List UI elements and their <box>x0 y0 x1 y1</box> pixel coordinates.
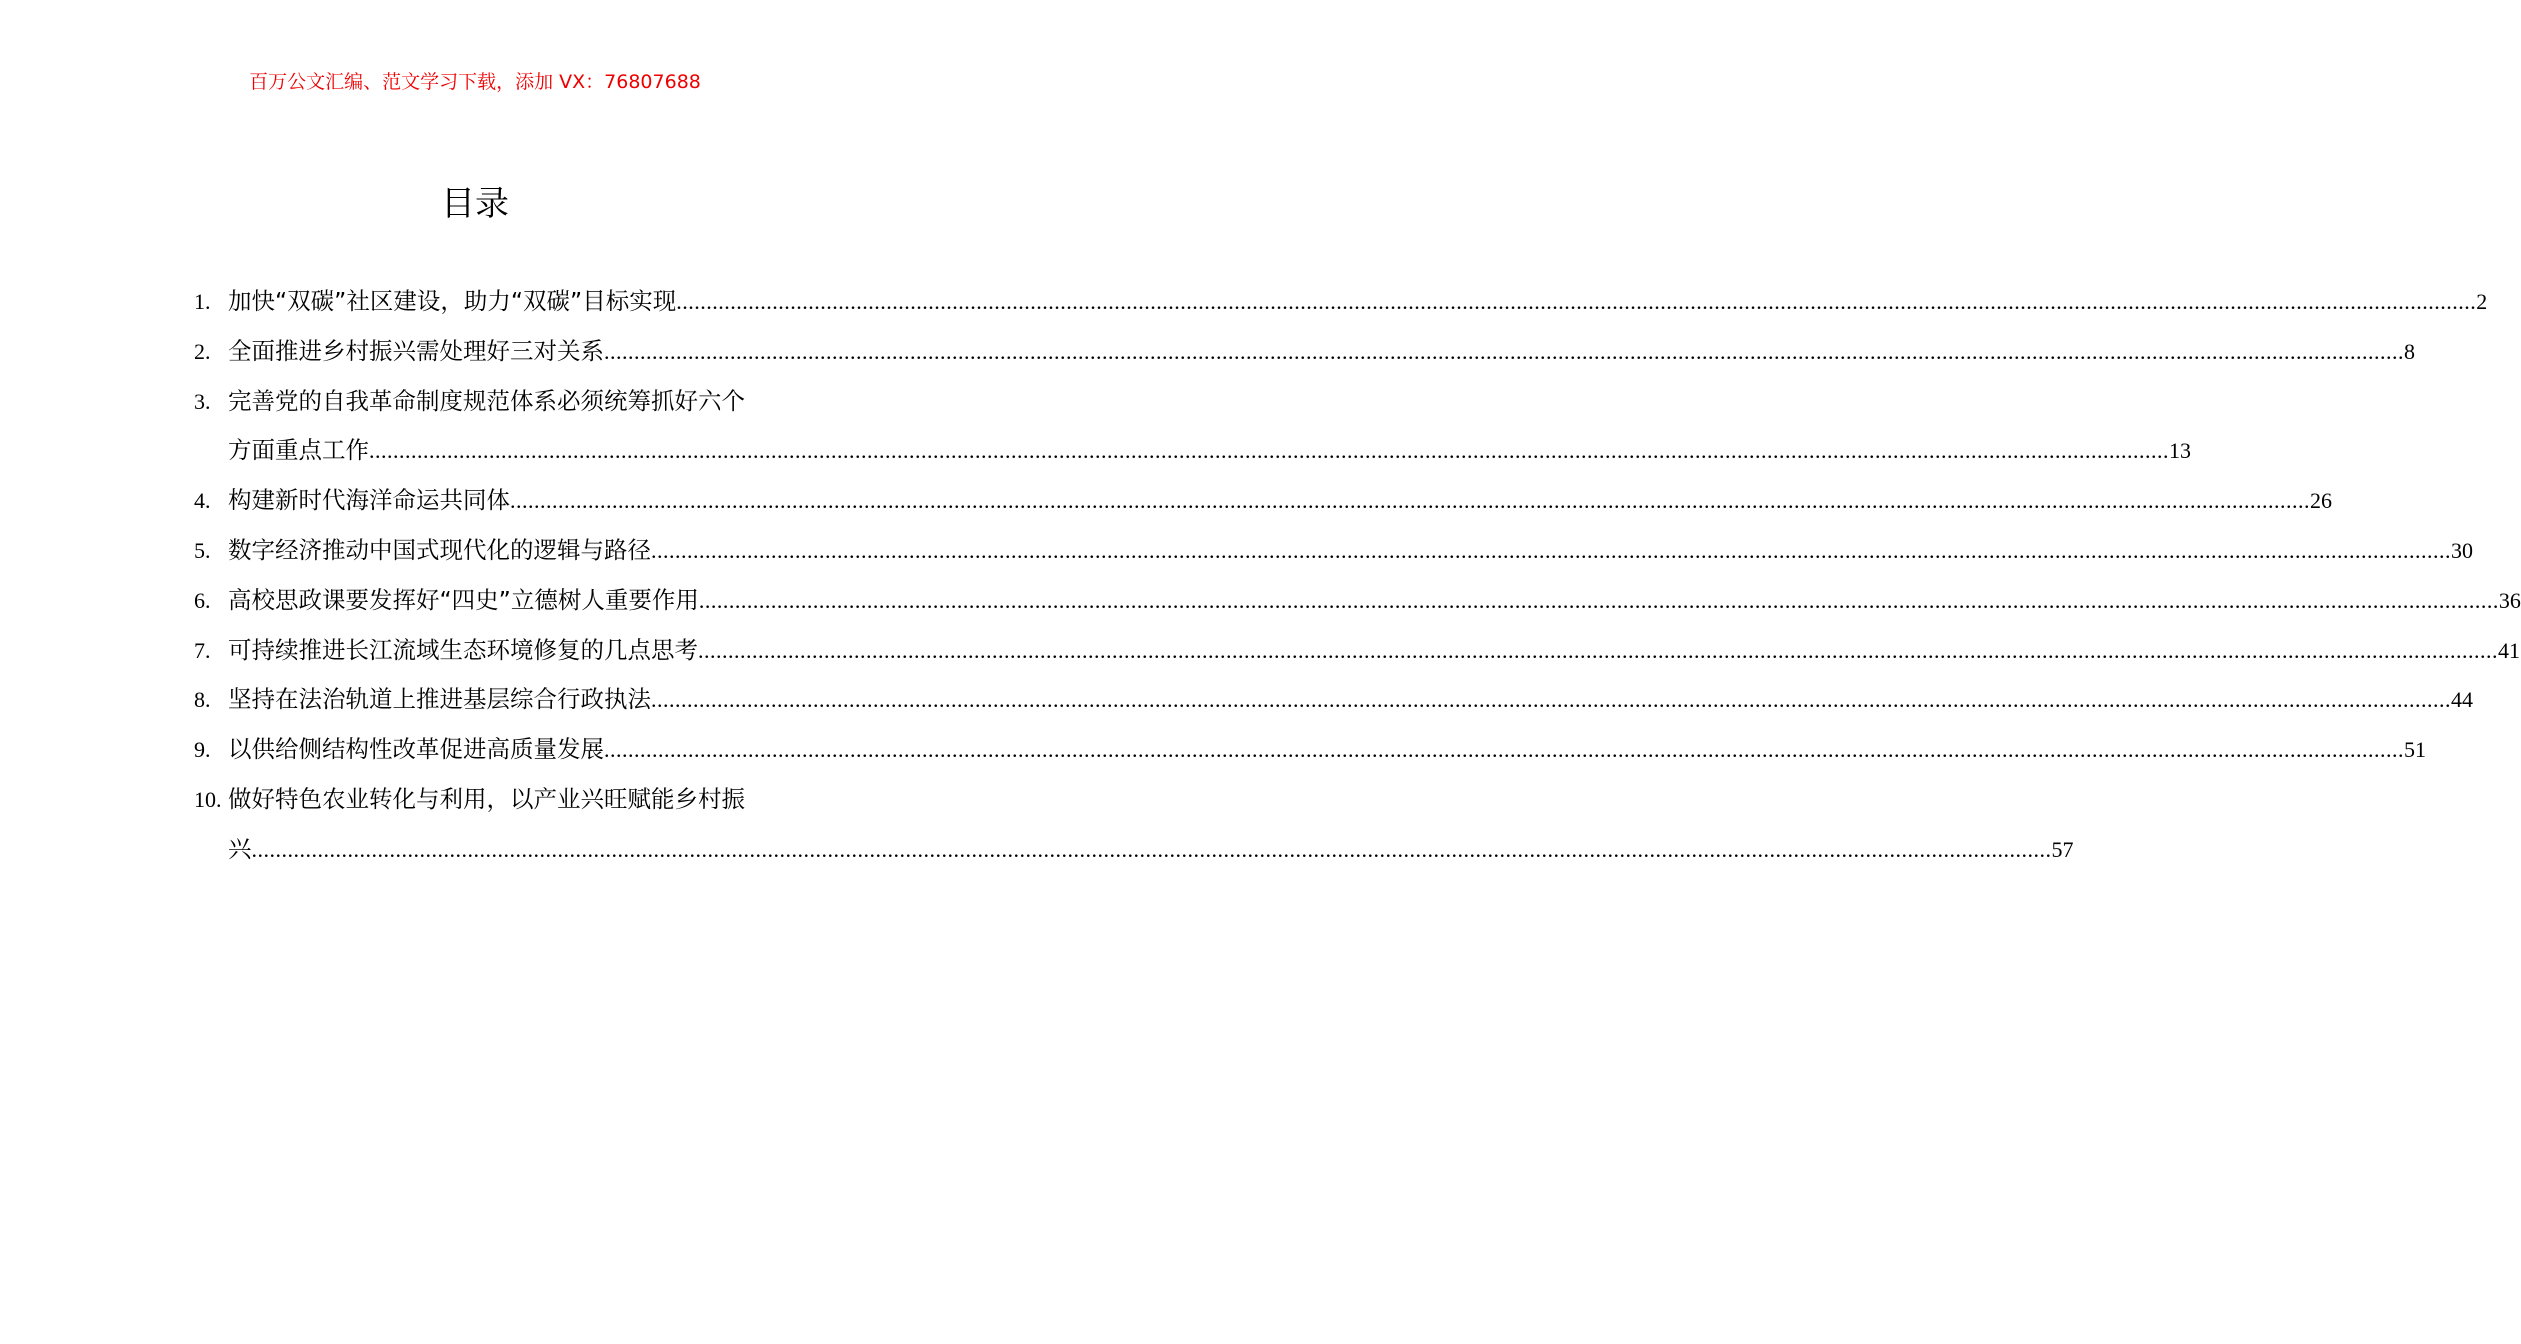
toc-dot-leader: ............................................................................................................................................................................................................................................................................................................ <box>651 537 2451 563</box>
toc-page-number: 26 <box>2310 488 2332 514</box>
toc-dot-leader: ............................................................................................................................................................................................................................................................................................................ <box>510 488 2310 514</box>
toc-entry-number: 3. <box>194 388 211 414</box>
toc-page-number: 57 <box>2051 836 2074 862</box>
toc-page-number: 8 <box>2404 338 2415 364</box>
toc-entry[interactable] <box>194 526 2473 576</box>
toc-page-number: 44 <box>2451 687 2473 713</box>
toc-entry-title: 方面重点工作 <box>228 436 369 465</box>
toc-entry-number: 5. <box>194 537 211 563</box>
toc-dot-leader: ............................................................................................................................................................................................................................................................................................................ <box>676 289 2477 314</box>
toc-entry[interactable] <box>194 277 2488 327</box>
toc-entry-title: 全面推进乡村振兴需处理好三对关系 <box>228 336 604 365</box>
toc-entry-number: 10. <box>194 786 222 812</box>
toc-entry[interactable] <box>194 675 2473 725</box>
toc-page-number: 51 <box>2404 737 2426 763</box>
toc-entry-title: 以供给侧结构性改革促进高质量发展 <box>228 735 604 764</box>
toc-entry-number: 8. <box>194 687 211 713</box>
header-watermark-note: 百万公文汇编、范文学习下载，添加 VX：76807688 <box>249 71 701 93</box>
table-of-contents <box>194 277 2521 875</box>
toc-entry-number: 4. <box>194 488 211 514</box>
toc-dot-leader: ............................................................................................................................................................................................................................................................................................................ <box>604 737 2404 763</box>
toc-entry-title: 加快“双碳”社区建设，助力“双碳”目标实现 <box>228 287 677 315</box>
toc-entry-number: 7. <box>194 637 211 663</box>
toc-entry-number: 1. <box>194 289 211 314</box>
toc-entry[interactable] <box>194 725 2426 775</box>
toc-dot-leader: ............................................................................................................................................................................................................................................................................................................ <box>369 438 2169 464</box>
toc-entry-title: 兴 <box>228 834 252 863</box>
toc-entry[interactable] <box>194 775 2074 875</box>
toc-entry-title: 高校思政课要发挥好“四史”立德树人重要作用 <box>228 585 699 614</box>
toc-dot-leader: ............................................................................................................................................................................................................................................................................................................ <box>604 338 2404 364</box>
toc-entry-number: 2. <box>194 338 211 364</box>
toc-entry[interactable] <box>194 476 2332 526</box>
toc-entry-title: 完善党的自我革命制度规范体系必须统筹抓好六个 <box>228 386 745 415</box>
toc-entry[interactable] <box>194 576 2521 626</box>
toc-entry-title: 坚持在法治轨道上推进基层综合行政执法 <box>228 685 651 714</box>
toc-entry-title: 数字经济推动中国式现代化的逻辑与路径 <box>228 535 651 564</box>
toc-entry-title: 做好特色农业转化与利用，以产业兴旺赋能乡村振 <box>228 784 745 813</box>
toc-dot-leader: ............................................................................................................................................................................................................................................................................................................ <box>698 637 2498 663</box>
toc-dot-leader: ............................................................................................................................................................................................................................................................................................................ <box>251 836 2052 862</box>
toc-page-number: 13 <box>2169 438 2191 464</box>
toc-entry[interactable] <box>194 626 2520 676</box>
toc-page-number: 36 <box>2498 587 2521 613</box>
toc-entry-number: 9. <box>194 737 211 763</box>
toc-entry[interactable] <box>194 327 2415 377</box>
toc-entry-number: 6. <box>194 587 211 613</box>
toc-page-number: 41 <box>2498 637 2520 663</box>
toc-entry-title: 可持续推进长江流域生态环境修复的几点思考 <box>228 635 698 664</box>
toc-entry[interactable] <box>194 377 2191 477</box>
toc-dot-leader: ............................................................................................................................................................................................................................................................................................................ <box>651 687 2451 713</box>
toc-page-number: 2 <box>2476 289 2488 314</box>
page-title: 目录 <box>441 184 509 224</box>
toc-page-number: 30 <box>2451 537 2473 563</box>
toc-dot-leader: ............................................................................................................................................................................................................................................................................................................ <box>698 587 2499 613</box>
toc-entry-title: 构建新时代海洋命运共同体 <box>228 486 510 515</box>
